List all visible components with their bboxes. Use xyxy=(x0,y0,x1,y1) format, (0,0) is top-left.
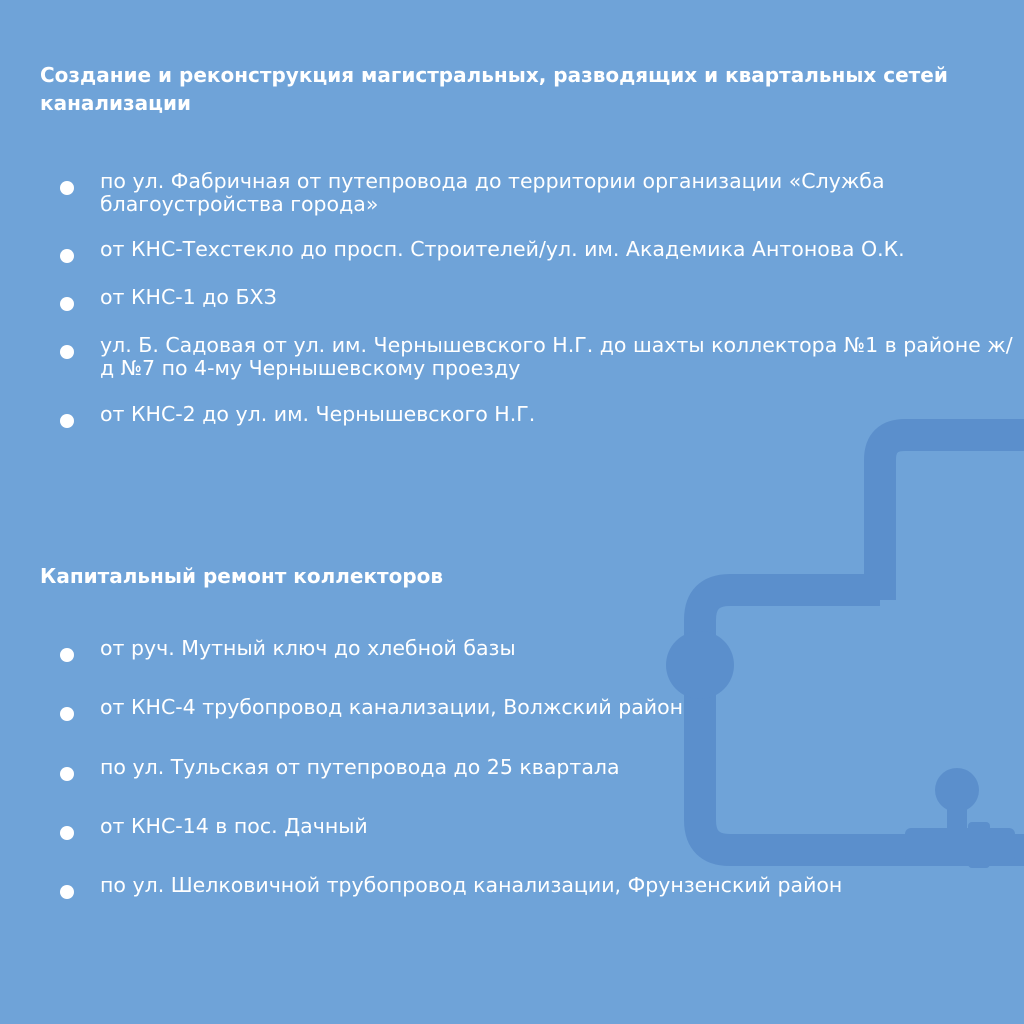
list-item-text: по ул. Фабричная от путепровода до территории организации «Служба благоустройства города» xyxy=(100,169,885,216)
list-item-text: по ул. Тульская от путепровода до 25 квартала xyxy=(100,755,620,779)
bullet-dot xyxy=(60,648,74,662)
list-item-text: по ул. Шелковичной трубопровод канализации, Фрунзенский район xyxy=(100,873,843,897)
section-title: Капитальный ремонт коллекторов xyxy=(40,564,444,588)
bullet-dot xyxy=(60,826,74,840)
list-item-text: от КНС-14 в пос. Дачный xyxy=(100,814,368,838)
bullet-dot xyxy=(60,345,74,359)
bullet-dot xyxy=(60,707,74,721)
list-item-text: ул. Б. Садовая от ул. им. Чернышевского Н.Г. до шахты коллектора №1 в районе ж/д №7 по 4-му Чернышевскому проезду xyxy=(100,333,1013,380)
bullet-dot xyxy=(60,767,74,781)
bullet-dot xyxy=(60,885,74,899)
bullet-dot xyxy=(60,414,74,428)
bullet-dot xyxy=(60,181,74,195)
section-title: Создание и реконструкция магистральных, разводящих и квартальных сетей канализации xyxy=(40,63,948,115)
list-item-text: от КНС-2 до ул. им. Чернышевского Н.Г. xyxy=(100,402,536,426)
list-item-text: от КНС-Техстекло до просп. Строителей/ул. им. Академика Антонова О.К. xyxy=(100,237,905,261)
pipe-lower-loop xyxy=(700,590,1024,850)
bullet-dot xyxy=(60,297,74,311)
bullet-dot xyxy=(60,249,74,263)
list-item-text: от КНС-1 до БХЗ xyxy=(100,285,277,309)
list-item-text: от КНС-4 трубопровод канализации, Волжский район xyxy=(100,695,684,719)
list-item-text: от руч. Мутный ключ до хлебной базы xyxy=(100,636,516,660)
